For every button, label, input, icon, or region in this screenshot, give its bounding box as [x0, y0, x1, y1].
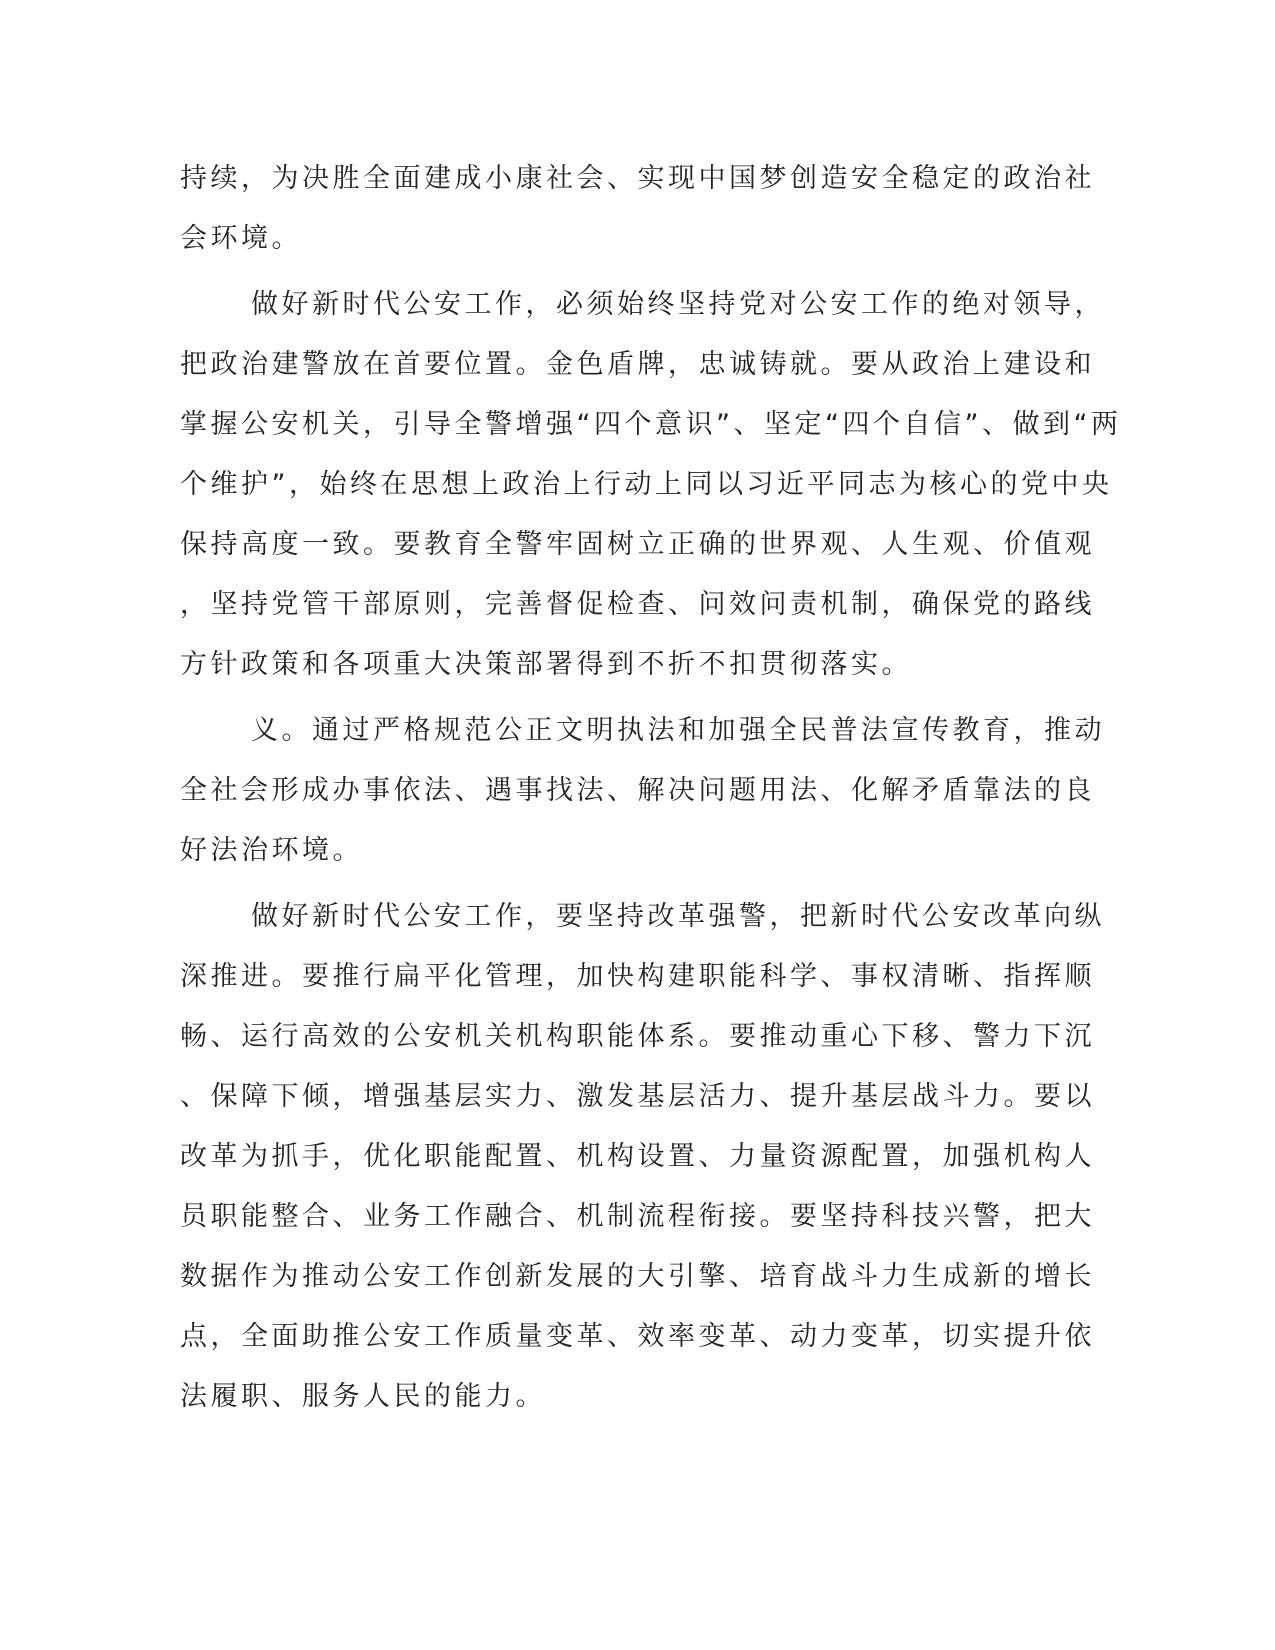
- text-line: 数据作为推动公安工作创新发展的大引擎、培育战斗力生成新的增长: [180, 1261, 1095, 1292]
- text-line: 保持高度一致。要教育全警牢固树立正确的世界观、人生观、价值观: [180, 529, 1095, 560]
- text-line: 法履职、服务人民的能力。: [180, 1381, 546, 1412]
- text-line: 义。通过严格规范公正文明执法和加强全民普法宣传教育，推动: [251, 715, 1105, 746]
- text-line: 做好新时代公安工作，要坚持改革强警，把新时代公安改革向纵: [251, 901, 1105, 932]
- text-line: 深推进。要推行扁平化管理，加快构建职能科学、事权清晰、指挥顺: [180, 961, 1095, 992]
- paragraph-1: [180, 149, 1095, 269]
- text-line: 把政治建警放在首要位置。金色盾牌，忠诚铸就。要从政治上建设和: [180, 349, 1095, 380]
- text-line: ，坚持党管干部原则，完善督促检查、问效问责机制，确保党的路线: [180, 589, 1095, 620]
- text-line: 畅、运行高效的公安机关机构职能体系。要推动重心下移、警力下沉: [180, 1021, 1095, 1052]
- text-line: 做好新时代公安工作，必须始终坚持党对公安工作的绝对领导，: [251, 289, 1105, 320]
- text-line: 员职能整合、业务工作融合、机制流程衔接。要坚持科技兴警，把大: [180, 1201, 1095, 1232]
- text-line: 改革为抓手，优化职能配置、机构设置、力量资源配置，加强机构人: [180, 1141, 1095, 1172]
- text-line: 点，全面助推公安工作质量变革、效率变革、动力变革，切实提升依: [180, 1321, 1095, 1352]
- paragraph-4: [180, 887, 1105, 1427]
- paragraph-2: [180, 275, 1122, 695]
- text-line: 好法治环境。: [180, 835, 363, 866]
- text-line: 掌握公安机关，引导全警增强“四个意识”、坚定“四个自信”、做到“两: [180, 409, 1122, 440]
- text-line: 会环境。: [180, 223, 302, 254]
- document-body: [180, 149, 1122, 1427]
- paragraph-3: [180, 701, 1105, 881]
- text-line: 方针政策和各项重大决策部署得到不折不扣贯彻落实。: [180, 649, 912, 680]
- text-line: 持续，为决胜全面建成小康社会、实现中国梦创造安全稳定的政治社: [180, 163, 1095, 194]
- text-line: 个维护”，始终在思想上政治上行动上同以习近平同志为核心的党中央: [180, 469, 1113, 500]
- text-line: 全社会形成办事依法、遇事找法、解决问题用法、化解矛盾靠法的良: [180, 775, 1095, 806]
- text-line: 、保障下倾，增强基层实力、激发基层活力、提升基层战斗力。要以: [180, 1081, 1095, 1112]
